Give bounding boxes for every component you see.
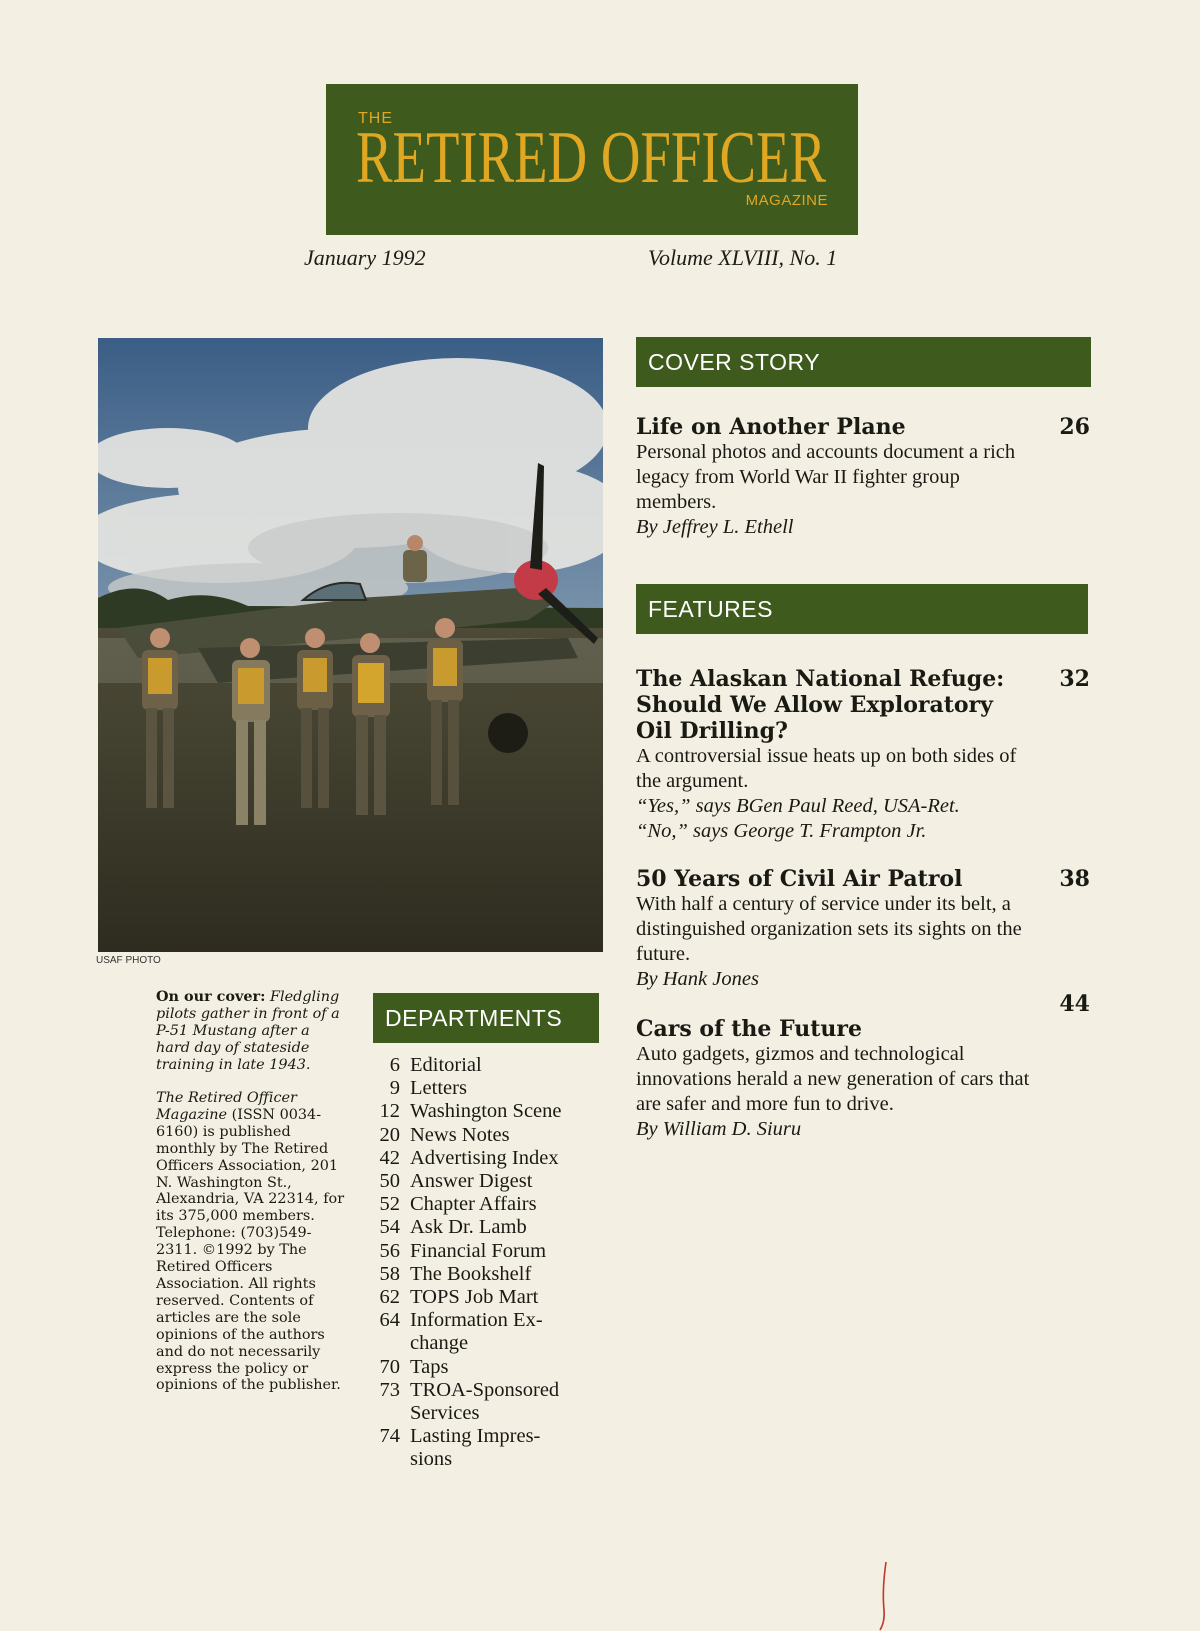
department-page: 56 xyxy=(379,1239,400,1262)
cover-caption xyxy=(156,988,346,1074)
article-title: Life on Another Plane xyxy=(636,414,906,440)
article-byline: By Hank Jones xyxy=(636,968,759,990)
department-page: 42 xyxy=(379,1146,400,1169)
department-name: Advertising Index xyxy=(410,1146,559,1169)
department-name: Taps xyxy=(410,1355,449,1378)
department-page: 50 xyxy=(379,1170,400,1193)
department-page: 54 xyxy=(379,1216,400,1239)
article-byline: By Jeffrey L. Ethell xyxy=(636,516,794,538)
department-name: Editorial xyxy=(410,1054,482,1076)
article-description: Auto gadgets, gizmos and technological innovations herald a new generation of cars that are safer and more fun to drive. xyxy=(636,1043,1030,1115)
publication-title: The Retired Officer Magazine xyxy=(156,1090,297,1123)
department-item xyxy=(368,1356,608,1379)
article-byline-2: “No,” says George T. Frampton Jr. xyxy=(636,820,927,842)
feature-article xyxy=(636,666,1090,844)
cover-story-header: COVER STORY xyxy=(636,337,1091,387)
department-page: 9 xyxy=(389,1077,400,1100)
department-item xyxy=(368,1124,608,1147)
article-title: 50 Years of Civil Air Patrol xyxy=(636,866,963,892)
article-title: Cars of the Future xyxy=(636,1016,862,1042)
article-description: A controversial issue heats up on both sides of the argument. xyxy=(636,745,1017,792)
article-title: The Alaskan National Refuge: Should We Allow Exploratory Oil Drilling? xyxy=(636,666,1005,744)
department-page: 62 xyxy=(379,1286,400,1309)
department-item xyxy=(368,1216,608,1239)
department-item xyxy=(368,1054,608,1077)
department-item xyxy=(368,1077,608,1100)
publication-text: (ISSN 0034-6160) is published monthly by The Retired Officers Association, 201 N. Washington St., Alexandria, VA 22314, for its 375,000 members. Telephone: (703)549-2311. ©1992 by The Retired Officers Association. All rights reserved. Contents of articles are the sole opinions of the authors and do not necessarily express the policy or opinions of the publisher. xyxy=(156,1106,345,1394)
pen-mark xyxy=(872,1560,892,1631)
department-page: 20 xyxy=(379,1123,400,1146)
article-page: 44 xyxy=(1059,991,1090,1017)
feature-article xyxy=(636,866,1090,992)
issue-volume: Volume XLVIII, No. 1 xyxy=(648,245,838,270)
article-description: Personal photos and accounts document a rich legacy from World War II fighter group members. xyxy=(636,441,1016,513)
department-name: Financial Forum xyxy=(410,1239,547,1262)
department-name: Ask Dr. Lamb xyxy=(410,1216,527,1239)
issue-date: January 1992 xyxy=(304,245,426,270)
department-item xyxy=(368,1170,608,1193)
department-item xyxy=(368,1309,608,1355)
department-item xyxy=(368,1193,608,1216)
department-item xyxy=(368,1379,608,1425)
departments-list xyxy=(368,1054,608,1472)
department-name: Lasting Impres- sions xyxy=(410,1425,541,1471)
department-name: Chapter Affairs xyxy=(410,1193,537,1216)
department-item xyxy=(368,1147,608,1170)
department-name: The Bookshelf xyxy=(410,1262,532,1285)
caption-text: Fledgling pilots gather in front of a P-51 Mustang after a hard day of stateside training in late 1943. xyxy=(156,989,340,1073)
department-page: 52 xyxy=(379,1193,400,1216)
department-page: 12 xyxy=(379,1100,400,1123)
department-name: TROA-Sponsored Services xyxy=(410,1378,560,1425)
department-page: 58 xyxy=(379,1262,400,1285)
department-page: 74 xyxy=(379,1425,400,1448)
department-item xyxy=(368,1286,608,1309)
departments-header: DEPARTMENTS xyxy=(373,993,599,1043)
department-item xyxy=(368,1263,608,1286)
features-header: FEATURES xyxy=(636,584,1088,634)
masthead-the: THE xyxy=(358,110,393,127)
department-name: News Notes xyxy=(410,1123,510,1146)
department-name: Answer Digest xyxy=(410,1170,533,1193)
department-item xyxy=(368,1100,608,1123)
masthead xyxy=(326,84,858,235)
masthead-title-logo xyxy=(356,114,836,194)
department-name: Washington Scene xyxy=(410,1100,562,1123)
article-page: 26 xyxy=(1059,414,1090,440)
department-item xyxy=(368,1240,608,1263)
department-name: Information Ex- change xyxy=(410,1309,543,1355)
department-item xyxy=(368,1425,608,1471)
masthead-magazine: MAGAZINE xyxy=(745,192,828,209)
svg-text:RETIRED OFFICER: RETIRED OFFICER xyxy=(356,117,827,194)
cover-story-article xyxy=(636,414,1090,540)
cover-photo xyxy=(98,338,603,952)
department-name: TOPS Job Mart xyxy=(410,1286,539,1309)
feature-article xyxy=(636,991,1090,1142)
article-byline: “Yes,” says BGen Paul Reed, USA-Ret. xyxy=(636,795,960,817)
department-page: 64 xyxy=(379,1309,400,1332)
department-page: 73 xyxy=(379,1378,400,1401)
article-description: With half a century of service under its belt, a distinguished organization sets its sights on the future. xyxy=(636,893,1022,965)
photo-credit: USAF PHOTO xyxy=(96,955,161,966)
article-page: 32 xyxy=(1059,666,1090,692)
article-page: 38 xyxy=(1059,866,1090,892)
department-page: 70 xyxy=(379,1355,400,1378)
publication-info xyxy=(156,1090,351,1394)
article-byline: By William D. Siuru xyxy=(636,1118,802,1140)
department-name: Letters xyxy=(410,1077,467,1100)
department-page: 6 xyxy=(389,1054,400,1076)
caption-lead: On our cover: xyxy=(156,988,266,1005)
